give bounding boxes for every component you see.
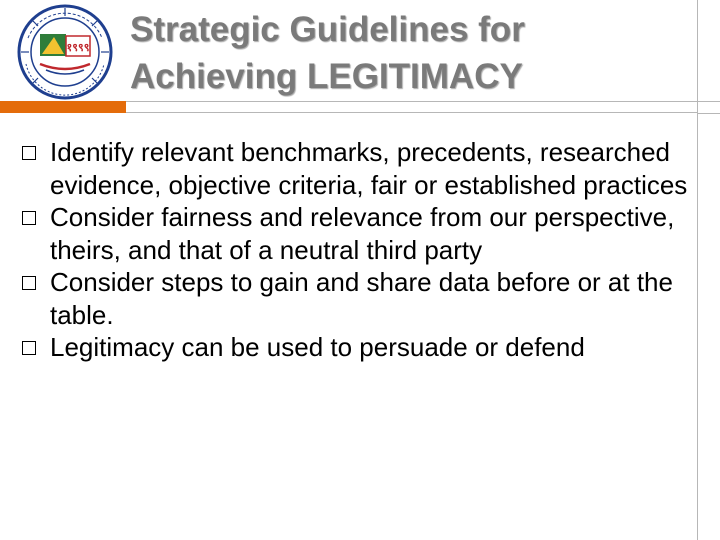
header-rule-bottom — [126, 112, 697, 113]
title-line-1: Strategic Guidelines for — [130, 10, 525, 49]
square-bullet-icon — [22, 341, 36, 355]
bullet-item — [22, 266, 702, 331]
seal-year: १९९९ — [66, 41, 90, 54]
bullet-item — [22, 331, 702, 364]
square-bullet-icon — [22, 146, 36, 160]
bullet-text: Consider steps to gain and share data before or at the table. — [50, 267, 673, 330]
bullet-item — [22, 201, 702, 266]
bullet-item — [22, 136, 702, 201]
institute-seal-logo — [6, 4, 124, 100]
seal-icon — [6, 4, 124, 100]
accent-bar — [0, 101, 126, 113]
bullet-text: Consider fairness and relevance from our perspective, theirs, and that of a neutral third party — [50, 202, 675, 265]
right-frame-tab — [697, 101, 720, 114]
square-bullet-icon — [22, 211, 36, 225]
bullet-list — [22, 136, 702, 364]
header-rule-top — [126, 101, 697, 102]
bullet-text: Identify relevant benchmarks, precedents, researched evidence, objective criteria, fair or established practices — [50, 137, 688, 200]
square-bullet-icon — [22, 276, 36, 290]
slide-title — [130, 6, 690, 100]
title-line-2: Achieving LEGITIMACY — [130, 57, 523, 96]
bullet-text: Legitimacy can be used to persuade or defend — [50, 332, 585, 362]
